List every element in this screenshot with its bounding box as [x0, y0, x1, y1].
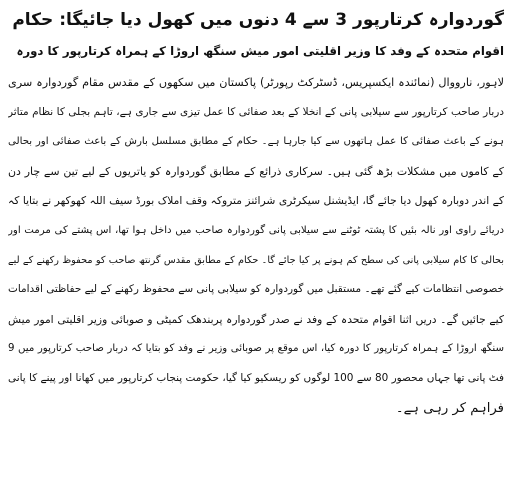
body-line: فٹ پانی تھا جہاں محصور 80 سے 100 لوگوں کو ریسکیو کیا گیا، حکومت پنجاب کرتارپور میں کھانا اور پینے کا پانی: [8, 371, 504, 384]
article-headline: گوردوارہ کرتارپور 3 سے 4 دنوں میں کھول دیا جائیگا: حکام: [12, 10, 504, 30]
body-line: سنگھ اروڑا کے ہمراہ کرتارپور کا دورہ کیا، اس موقع پر صوبائی وزیر نے وفد کو بتایا کہ دربار صاحب کرتارپور میں 9: [8, 343, 504, 355]
body-line: بحالی کا کام سیلابی پانی کی سطح کم ہونے پر کیا جائے گا۔ حکام کے مطابق مقدس گرنتھ صاحب کو محفوظ رکھنے کے لیے: [8, 254, 504, 266]
body-line: کے کاموں میں مشکلات بڑھ گئی ہیں۔ سرکاری ذرائع کے مطابق گوردوارہ کو یاتریوں کے لیے تین سے چار دن: [8, 164, 504, 178]
article-subheadline: اقوام متحدہ کے وفد کا وزیر اقلیتی امور میش سنگھ اروڑا کے ہمراہ کرتارپور کا دورہ: [16, 44, 504, 58]
article-body: [8, 68, 504, 423]
body-line: ہونے کے باعث صفائی کا عمل ہاتھوں سے کیا جارہا ہے۔ حکام کے مطابق مسلسل بارش کے باعث صفائی اور بحالی: [8, 136, 504, 148]
body-line: کیے جائیں گے۔ دریں اثنا اقوام متحدہ کے وفد نے صدر گوردوارہ پربندھک کمیٹی و صوبائی وزیر اقلیتی امور میش: [8, 312, 504, 326]
body-line: دربار صاحب کرتارپور سے سیلابی پانی کے انخلا کے بعد صفائی کا عمل تیزی سے جاری ہے، تاہم بجلی کا نظام متاثر: [8, 105, 504, 118]
body-line: دریائے راوی اور نالہ بئیں کا پشتہ ٹوٹنے سے سیلابی پانی گوردوارہ صاحب میں داخل ہوا تھا، اس پشتے کی مرمت اور: [8, 224, 504, 236]
body-line: لاہور، نارووال (نمائندہ ایکسپریس، ڈسٹرکٹ رپورٹر) پاکستان میں سکھوں کے مقدس مقام گوردوارہ سری: [8, 76, 504, 89]
body-line: کے اندر دوبارہ کھول دیا جائے گا، ایڈیشنل سیکرٹری شرائنز متروکہ وقف املاک بورڈ سیف اللہ کھوکھر نے بتایا کہ: [8, 194, 504, 208]
body-line: فراہم کر رہی ہے۔: [395, 400, 504, 416]
body-line: خصوصی انتظامات کیے گئے تھے۔ مستقبل میں گوردوارہ کو سیلابی پانی سے محفوظ رکھنے کے لیے حفاظتی اقدامات: [8, 283, 504, 296]
